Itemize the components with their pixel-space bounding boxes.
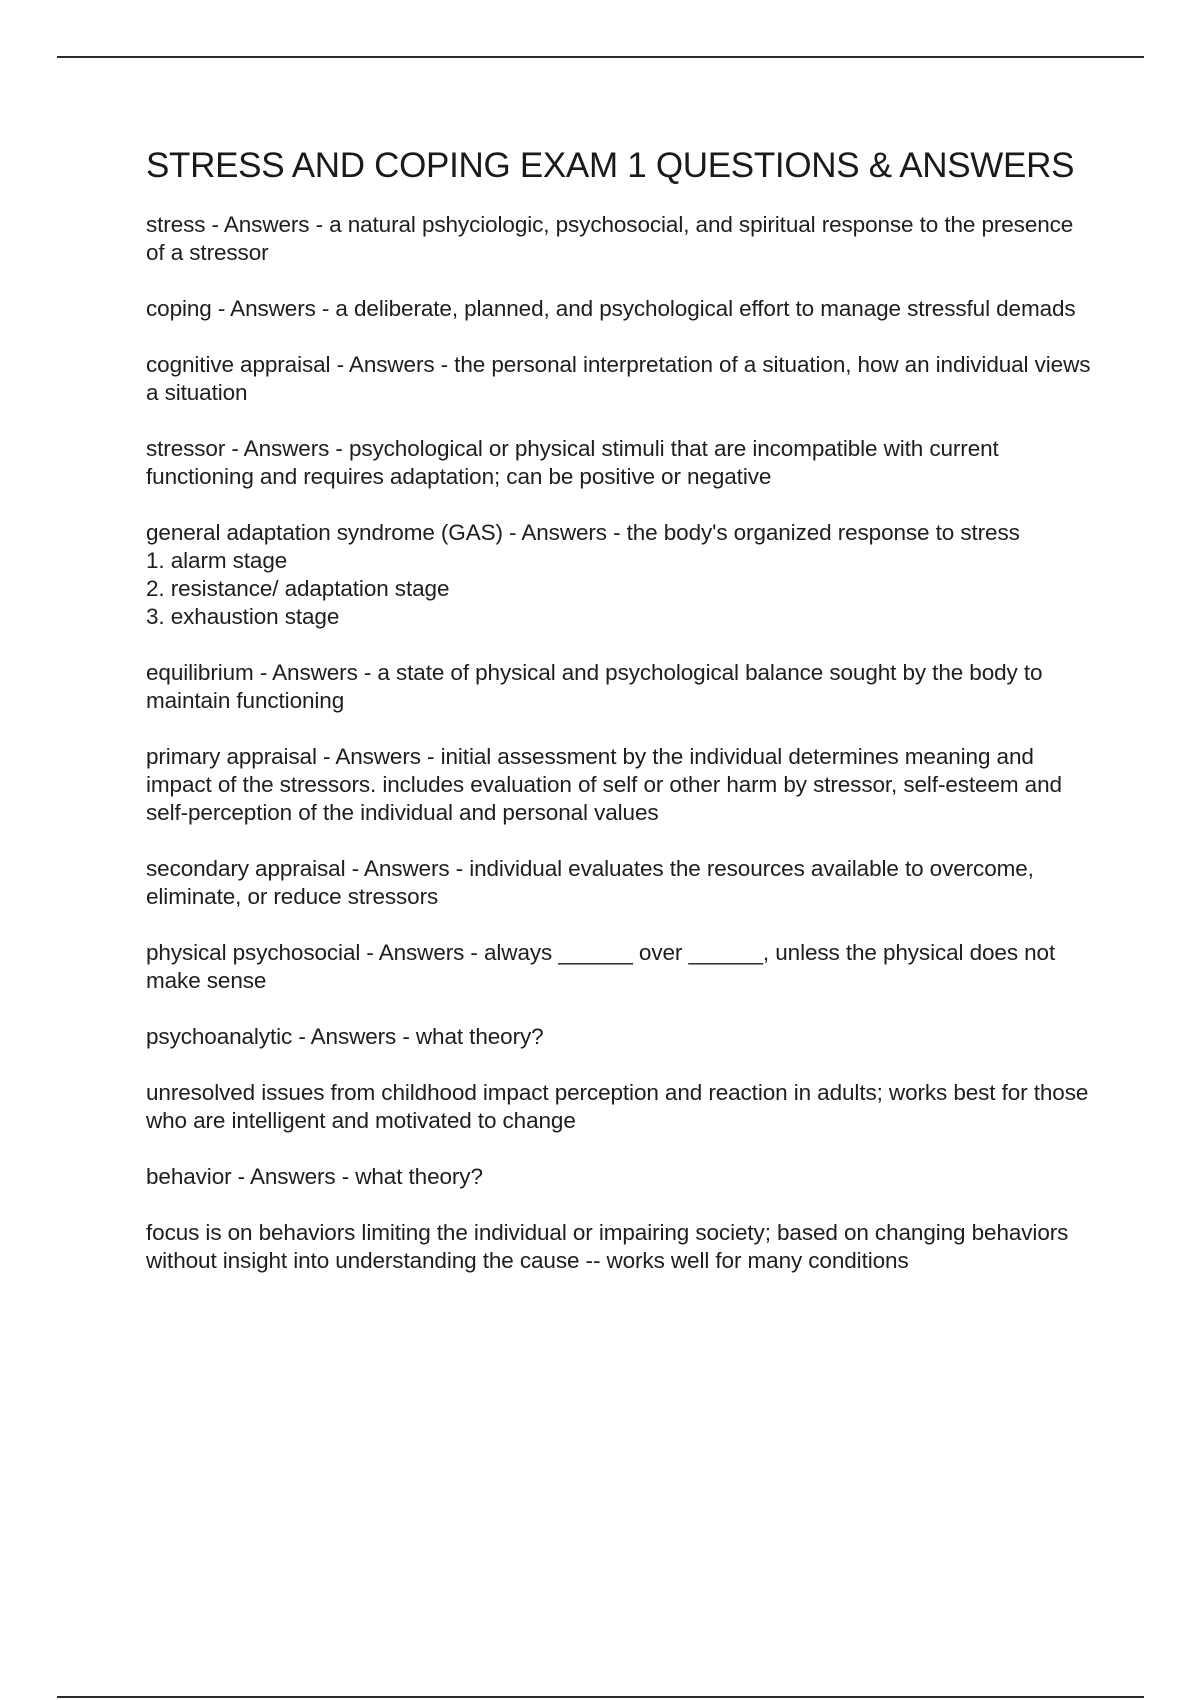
qa-entry-stressor: stressor - Answers - psychological or physical stimuli that are incompatible with current functioning and requires adaptation; can be positive or negative: [146, 436, 999, 489]
top-rule: [57, 56, 1144, 58]
qa-entry-stress: stress - Answers - a natural pshyciologic, psychosocial, and spiritual response to the presence of a stressor: [146, 212, 1074, 265]
qa-entry-gas: general adaptation syndrome (GAS) - Answers - the body's organized response to stress 1. alarm stage 2. resistance/ adaptation stage 3. exhaustion stage: [146, 520, 1020, 629]
document-title: STRESS AND COPING EXAM 1 QUESTIONS & ANSWERS: [146, 146, 1075, 185]
qa-entry-cognitive-appraisal: cognitive appraisal - Answers - the personal interpretation of a situation, how an individual views a situation: [146, 352, 1091, 405]
qa-entry-equilibrium: equilibrium - Answers - a state of physical and psychological balance sought by the body to maintain functioning: [146, 660, 1043, 713]
qa-entry-behavior-description: focus is on behaviors limiting the individual or impairing society; based on changing behaviors without insight into understanding the cause -- works well for many conditions: [146, 1220, 1069, 1273]
qa-entry-psychoanalytic: psychoanalytic - Answers - what theory?: [146, 1024, 544, 1049]
qa-entry-coping: coping - Answers - a deliberate, planned, and psychological effort to manage stressful demads: [146, 296, 1076, 321]
document-body: [146, 145, 1096, 1303]
bottom-rule: [57, 1696, 1144, 1698]
qa-entry-psychoanalytic-description: unresolved issues from childhood impact perception and reaction in adults; works best for those who are intelligent and motivated to change: [146, 1080, 1089, 1133]
qa-entry-secondary-appraisal: secondary appraisal - Answers - individual evaluates the resources available to overcome, eliminate, or reduce stressors: [146, 856, 1034, 909]
qa-list: [146, 211, 1096, 1275]
qa-entry-physical-psychosocial: physical psychosocial - Answers - always ______ over ______, unless the physical does not make sense: [146, 940, 1056, 993]
qa-entry-behavior: behavior - Answers - what theory?: [146, 1164, 483, 1189]
qa-entry-primary-appraisal: primary appraisal - Answers - initial assessment by the individual determines meaning and impact of the stressors. includes evaluation of self or other harm by stressor, self-esteem and self-perception of the individual and personal values: [146, 744, 1062, 825]
